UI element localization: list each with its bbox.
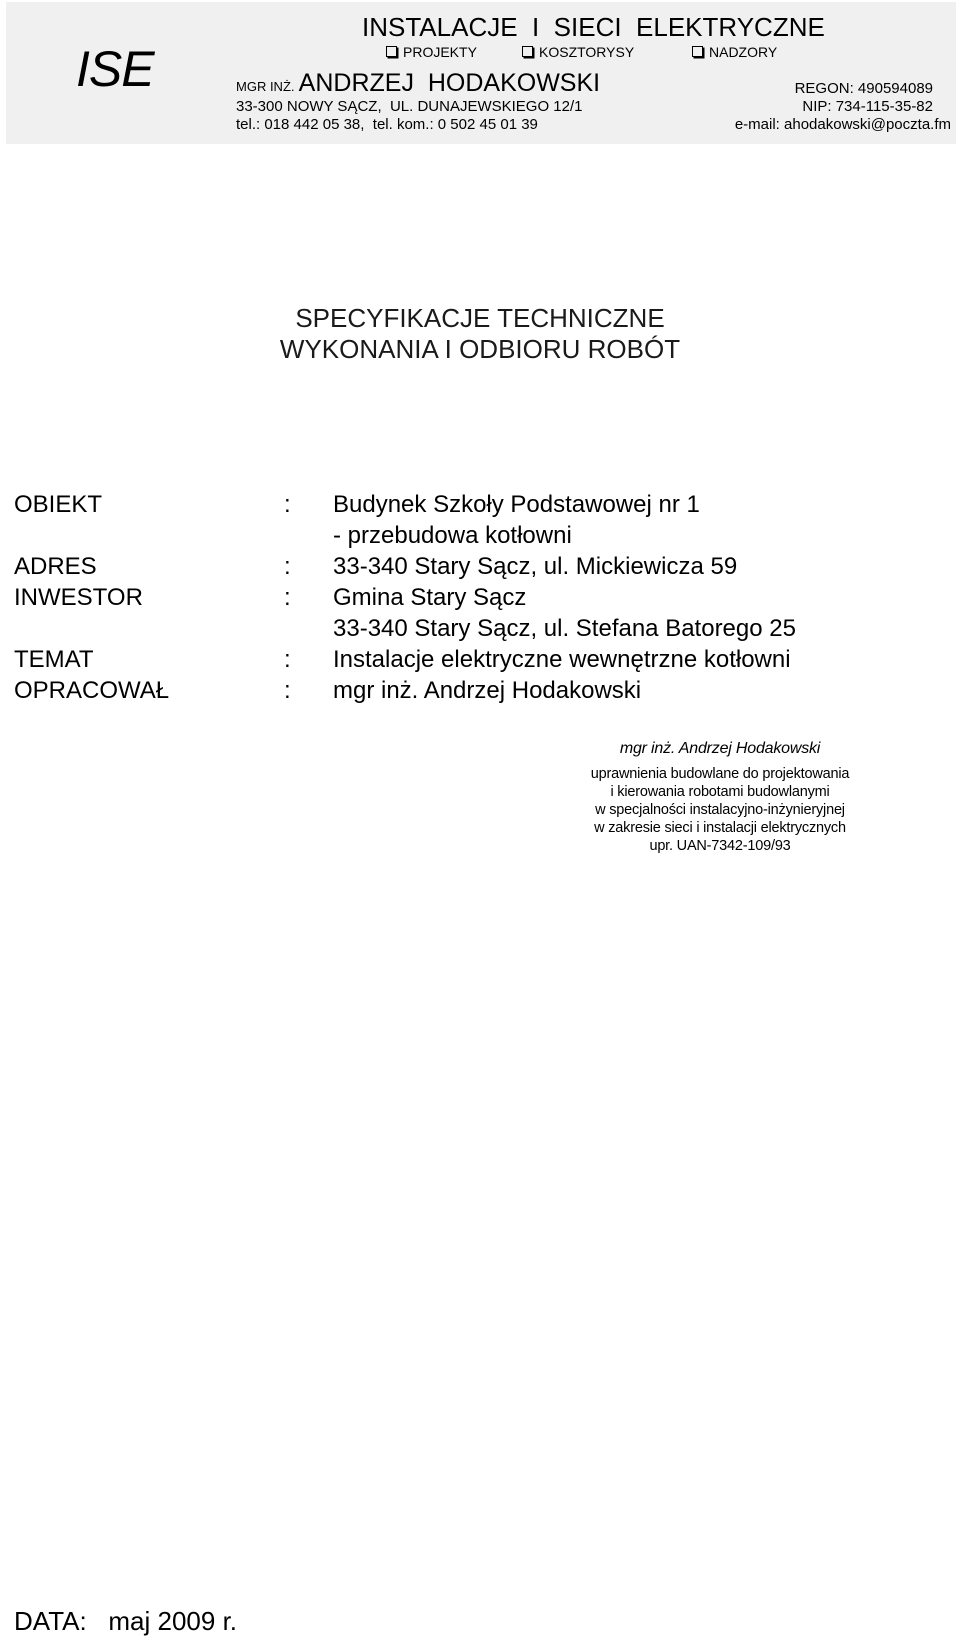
value-temat: Instalacje elektryczne wewnętrzne kotłowni: [333, 646, 791, 673]
company-nip: NIP: 734-115-35-82: [802, 98, 933, 115]
date-label: DATA:: [14, 1606, 87, 1636]
label-adres: ADRES: [14, 553, 97, 580]
label-temat: TEMAT: [14, 646, 94, 673]
document-date: [14, 1608, 237, 1634]
label-inwestor: INWESTOR: [14, 584, 143, 611]
firm-name: INSTALACJE I SIECI ELEKTRYCZNE: [362, 12, 825, 42]
company-email: e-mail: ahodakowski@poczta.fm: [734, 116, 951, 133]
signature-license: upr. UAN-7342-109/93: [649, 838, 791, 854]
separator-colon: :: [284, 553, 291, 580]
owner-name: ANDRZEJ HODAKOWSKI: [298, 69, 601, 97]
document-title-line2: WYKONANIA I ODBIORU ROBÓT: [279, 334, 681, 364]
service-nadzory: NADZORY: [692, 45, 777, 59]
service-kosztorysy: KOSZTORYSY: [522, 45, 634, 59]
signature-line: i kierowania robotami budowlanymi: [610, 784, 830, 800]
company-regon: REGON: 490594089: [794, 80, 933, 97]
signature-line: uprawnienia budowlane do projektowania: [590, 766, 850, 782]
value-opracowal: mgr inż. Andrzej Hodakowski: [333, 677, 642, 704]
checkbox-icon: [692, 46, 703, 57]
value-obiekt-line2: - przebudowa kotłowni: [333, 522, 572, 549]
separator-colon: :: [284, 677, 291, 704]
separator-colon: :: [284, 584, 291, 611]
signature-name: mgr inż. Andrzej Hodakowski: [619, 740, 821, 757]
value-adres: 33-340 Stary Sącz, ul. Mickiewicza 59: [333, 553, 738, 580]
owner-prefix: MGR INŻ.: [236, 79, 295, 94]
company-phone: tel.: 018 442 05 38, tel. kom.: 0 502 45 01 39: [236, 116, 538, 133]
value-obiekt-line1: Budynek Szkoły Podstawowej nr 1: [333, 491, 700, 518]
label-obiekt: OBIEKT: [14, 491, 103, 518]
checkbox-icon: [386, 46, 397, 57]
separator-colon: :: [284, 491, 291, 518]
signature-line: w specjalności instalacyjno-inżynieryjnej: [595, 802, 845, 818]
date-value: maj 2009 r.: [108, 1606, 238, 1636]
separator-colon: :: [284, 646, 291, 673]
label-opracowal: OPRACOWAŁ: [14, 677, 170, 704]
value-inwestor-line2: 33-340 Stary Sącz, ul. Stefana Batorego 25: [333, 615, 796, 642]
company-logo: ISE: [76, 41, 154, 97]
checkbox-icon: [522, 46, 533, 57]
company-address: 33-300 NOWY SĄCZ, UL. DUNAJEWSKIEGO 12/1: [236, 98, 583, 115]
service-projekty: PROJEKTY: [386, 45, 477, 59]
signature-line: w zakresie sieci i instalacji elektrycznych: [594, 820, 846, 836]
document-title-line1: SPECYFIKACJE TECHNICZNE: [295, 303, 665, 333]
letterhead: [6, 2, 956, 144]
owner-line: [236, 71, 600, 96]
value-inwestor-line1: Gmina Stary Sącz: [333, 584, 527, 611]
